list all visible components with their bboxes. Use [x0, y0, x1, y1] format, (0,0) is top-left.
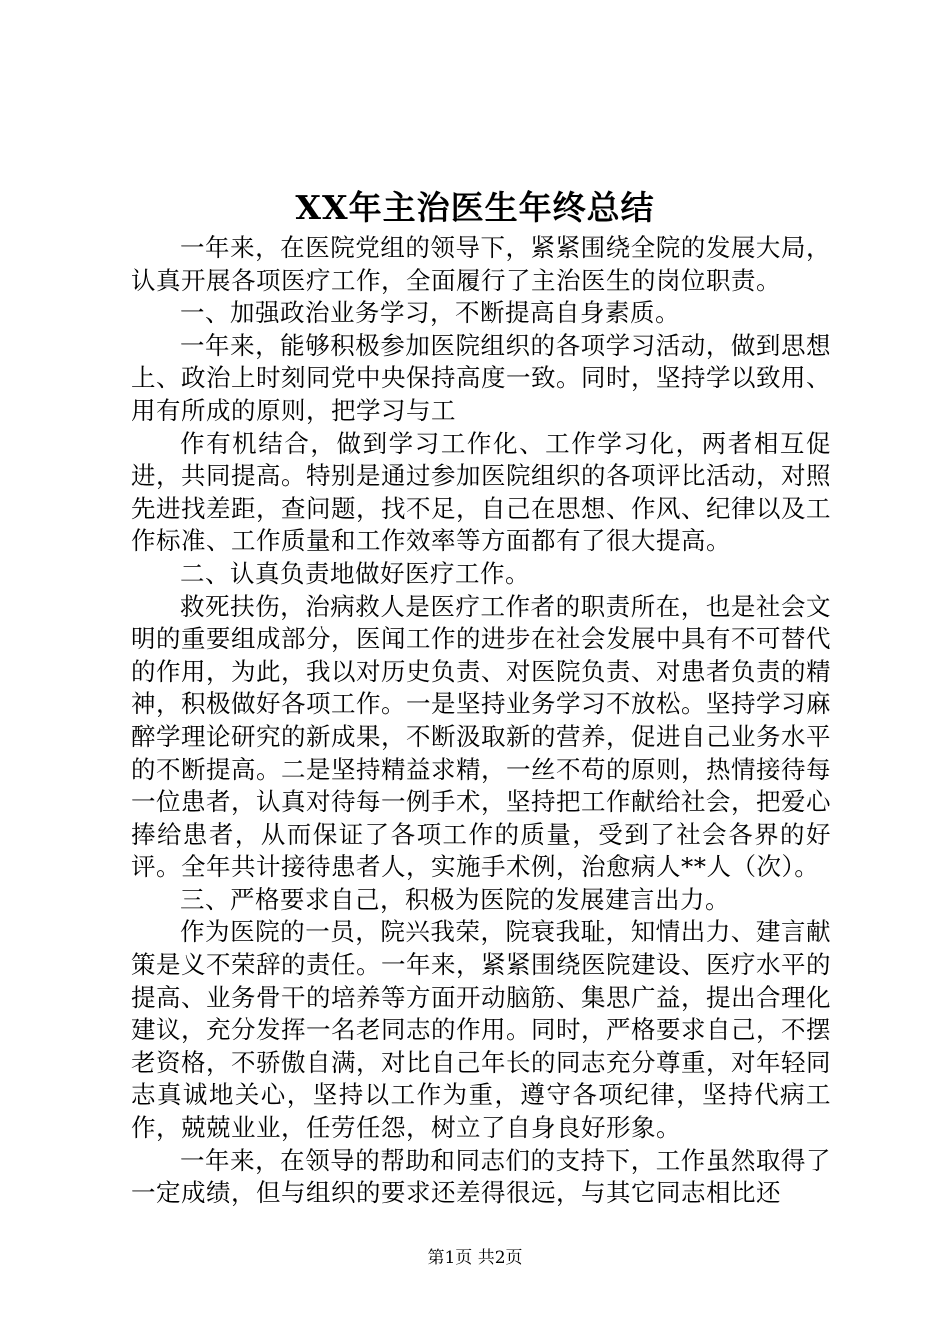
page-number-footer: 第1页 共2页 [427, 1248, 523, 1268]
paragraph-study-2: 作有机结合，做到学习工作化、工作学习化，两者相互促进，共同提高。特别是通过参加医院组织的各项评比活动，对照先进找差距，查问题，找不足，自己在思想、作风、纪律以及工作标准、工作质量和工作效率等方面都有了很大提高。 [131, 428, 831, 556]
paragraph-study-1: 一年来，能够积极参加医院组织的各项学习活动，做到思想上、政治上时刻同党中央保持高度一致。同时，坚持学以致用、用有所成的原则，把学习与工 [131, 330, 831, 425]
section-heading-2: 二、认真负责地做好医疗工作。 [180, 558, 530, 588]
paragraph-suggestions: 作为医院的一员，院兴我荣，院衰我耻，知情出力、建言献策是义不荣辞的责任。一年来，紧紧围绕医院建设、医疗水平的提高、业务骨干的培养等方面开动脑筋、集思广益，提出合理化建议，充分发挥一名老同志的作用。同时，严格要求自己，不摆老资格，不骄傲自满，对比自己年长的同志充分尊重，对年轻同志真诚地关心，坚持以工作为重，遵守各项纪律，坚持代病工作，兢兢业业，任劳任怨，树立了自身良好形象。 [131, 917, 831, 1143]
document-body [131, 232, 831, 1210]
section-heading-3: 三、严格要求自己，积极为医院的发展建言出力。 [180, 884, 730, 914]
document-title: XX年主治医生年终总结 [295, 188, 655, 227]
paragraph-medical-work: 救死扶伤，治病救人是医疗工作者的职责所在，也是社会文明的重要组成部分，医闻工作的进步在社会发展中具有不可替代的作用，为此，我以对历史负责、对医院负责、对患者负责的精神，积极做好各项工作。一是坚持业务学习不放松。坚持学习麻醉学理论研究的新成果，不断汲取新的营养，促进自己业务水平的不断提高。二是坚持精益求精，一丝不苟的原则，热情接待每一位患者，认真对待每一例手术，坚持把工作献给社会，把爱心捧给患者，从而保证了各项工作的质量，受到了社会各界的好评。全年共计接待患者人，实施手术例，治愈病人**人（次）。 [131, 591, 831, 882]
section-heading-1: 一、加强政治业务学习，不断提高自身素质。 [180, 298, 680, 328]
paragraph-intro: 一年来，在医院党组的领导下，紧紧围绕全院的发展大局，认真开展各项医疗工作，全面履行了主治医生的岗位职责。 [131, 233, 831, 295]
paragraph-conclusion: 一年来，在领导的帮助和同志们的支持下，工作虽然取得了一定成绩，但与组织的要求还差得很远，与其它同志相比还 [131, 1145, 831, 1208]
